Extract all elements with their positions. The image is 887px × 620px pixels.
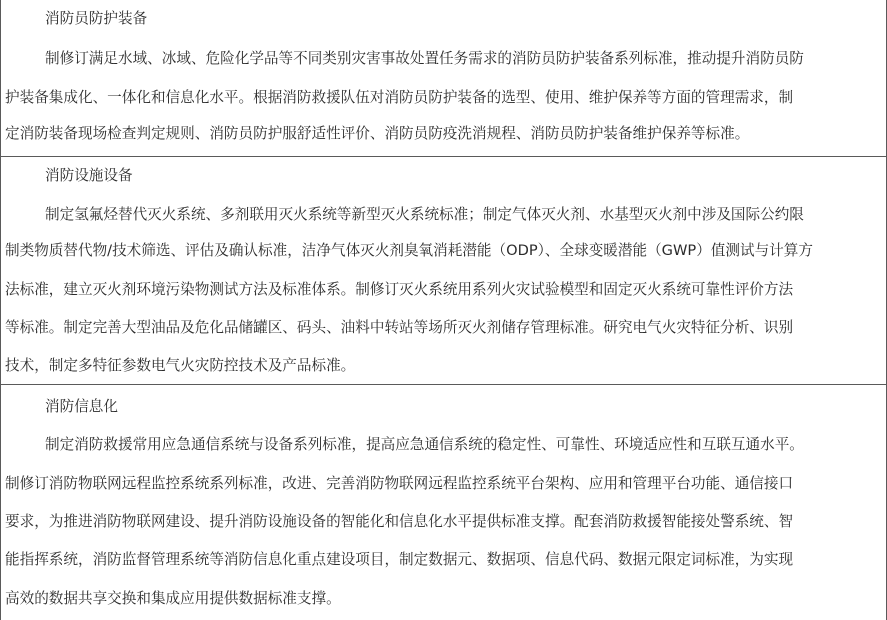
paragraph-line: 制修订消防物联网远程监控系统系列标准，改进、完善消防物联网远程监控系统平台架构、应用和管理平台功能、通信接口 (5, 475, 794, 492)
paragraph-line: 定消防装备现场检查判定规则、消防员防护服舒适性评价、消防员防疫洗消规程、消防员防护装备维护保养等标准。 (5, 125, 750, 142)
paragraph-line: 制定消防救援常用应急通信系统与设备系列标准，提高应急通信系统的稳定性、可靠性、环境适应性和互联互通水平。 (45, 436, 804, 453)
paragraph-line: 要求，为推进消防物联网建设、提升消防设施设备的智能化和信息化水平提供标准支撑。配套消防救援智能接处警系统、智 (5, 513, 794, 530)
paragraph-line: 法标准，建立灭火剂环境污染物测试方法及标准体系。制修订灭火系统用系列火灾试验模型和固定灭火系统可靠性评价方法 (5, 281, 794, 298)
section-title: 消防信息化 (45, 398, 118, 415)
paragraph-line: 制定氢氟烃替代灭火系统、多剂联用灭火系统等新型灭火系统标准；制定气体灭火剂、水基型灭火剂中涉及国际公约限 (45, 206, 804, 223)
paragraph-line: 制修订满足水域、冰域、危险化学品等不同类别灾害事故处置任务需求的消防员防护装备系列标准，推动提升消防员防 (45, 50, 804, 67)
section-fire-informatization (1, 384, 886, 620)
paragraph-line: 技术，制定多特征参数电气火灾防控技术及产品标准。 (5, 357, 356, 374)
paragraph-line: 制类物质替代物/技术筛选、评估及确认标准，洁净气体灭火剂臭氧消耗潜能（ODP）、全球变暖潜能（GWP）值测试与计算方 (5, 242, 813, 259)
section-firefighter-protective-equipment (1, 0, 886, 156)
section-title: 消防设施设备 (45, 167, 133, 184)
paragraph-line: 护装备集成化、一体化和信息化水平。根据消防救援队伍对消防员防护装备的选型、使用、维护保养等方面的管理需求，制 (5, 89, 794, 106)
section-fire-facilities-equipment (1, 156, 886, 384)
paragraph-line: 等标准。制定完善大型油品及危化品储罐区、码头、油料中转站等场所灭火剂储存管理标准。研究电气火灾特征分析、识别 (5, 319, 794, 336)
paragraph-line: 高效的数据共享交换和集成应用提供数据标准支撑。 (5, 590, 341, 607)
paragraph-line: 能指挥系统，消防监督管理系统等消防信息化重点建设项目，制定数据元、数据项、信息代码、数据元限定词标准，为实现 (5, 551, 794, 568)
section-title: 消防员防护装备 (45, 10, 148, 27)
